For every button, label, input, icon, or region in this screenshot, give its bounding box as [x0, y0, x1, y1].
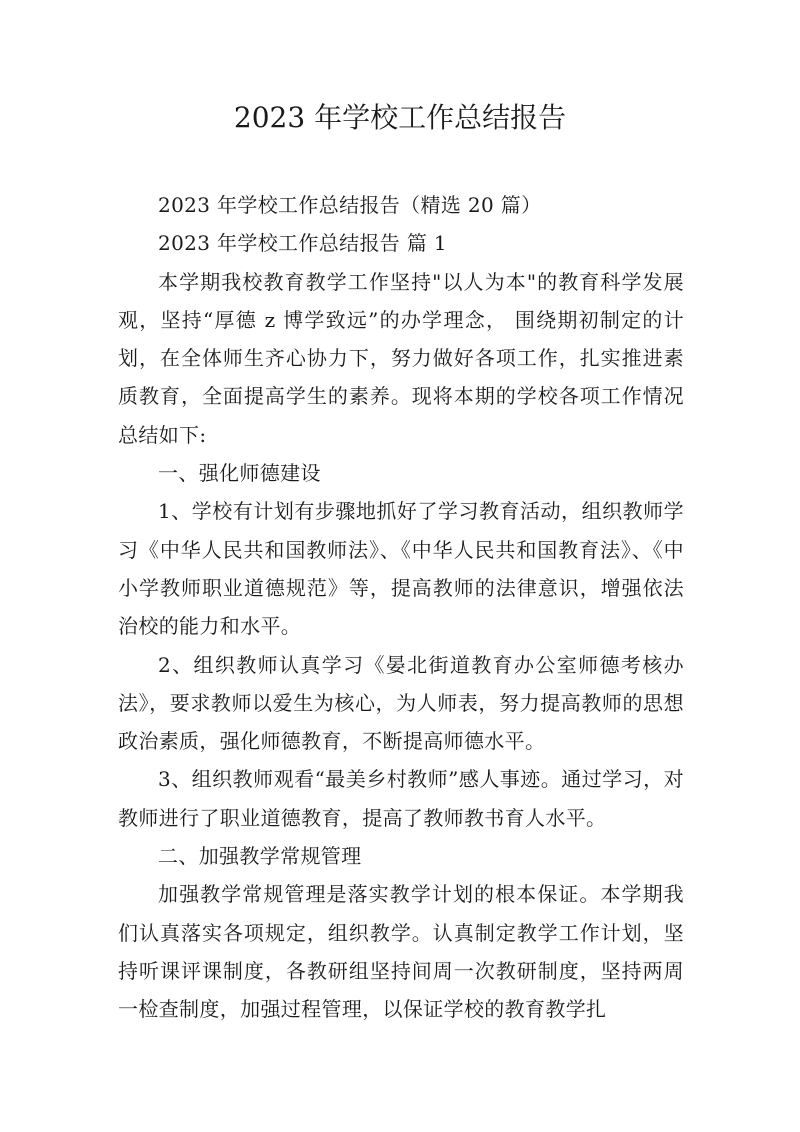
paragraph-section-heading: 2023 年学校工作总结报告 篇 1: [158, 231, 447, 256]
paragraph-heading-1: 一、强化师德建设: [158, 461, 321, 486]
paragraph-heading-2: 二、加强教学常规管理: [158, 844, 362, 869]
paragraph-item-1: 1、学校有计划有步骤地抓好了学习教育活动，组织教师学习《中华人民共和国教师法》、《中华人民共和国教育法》、《中小学教师职业道德规范》等，提高教师的法律意识，增强依法治校的能力和水平。: [118, 499, 684, 639]
paragraph-item-2: 2、组织教师认真学习《晏北街道教育办公室师德考核办法》，要求教师以爱生为核心，为人师表，努力提高教师的思想政治素质，强化师德教育，不断提高师德水平。: [118, 652, 684, 754]
paragraph-teaching: 加强教学常规管理是落实教学计划的根本保证。本学期我们认真落实各项规定，组织教学。认真制定教学工作计划，坚持听课评课制度，各教研组坚持间周一次教研制度，坚持两周一检查制度，加强过程管理，以保证学校的教育教学扎: [118, 882, 684, 1022]
document-body: [118, 186, 684, 1029]
paragraph-subtitle: 2023 年学校工作总结报告（精选 20 篇）: [158, 193, 542, 217]
paragraph-intro: 本学期我校教育教学工作坚持"以人为本"的教育科学发展观，坚持“厚德 z 博学致远”的办学理念， 围绕期初制定的计划，在全体师生齐心协力下，努力做好各项工作，扎实推进素质教育，全面提高学生的素养。现将本期的学校各项工作情况总结如下:: [118, 269, 684, 447]
paragraph-item-3: 3、组织教师观看“最美乡村教师”感人事迹。通过学习，对教师进行了职业道德教育，提高了教师教书育人水平。: [118, 767, 684, 830]
document-title: 2023 年学校工作总结报告: [233, 101, 567, 134]
